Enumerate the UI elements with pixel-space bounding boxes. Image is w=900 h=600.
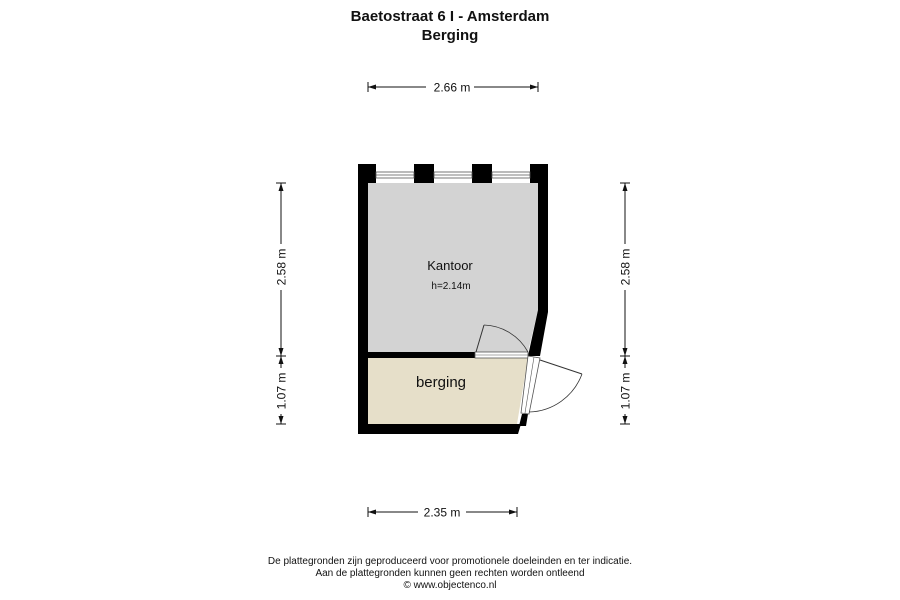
windows — [376, 172, 530, 178]
room-kantoor-name: Kantoor — [427, 258, 473, 273]
dimension-right — [617, 183, 633, 424]
room-berging — [368, 358, 528, 424]
dimension-top — [368, 79, 538, 95]
copyright-line: © www.objectenco.nl — [403, 580, 497, 591]
disclaimer-line-2: Aan de plattegronden kunnen geen rechten worden ontleend — [315, 568, 585, 579]
plan-title: Baetostraat 6 I - Amsterdam — [350, 8, 550, 25]
exterior-door — [521, 356, 582, 414]
dim-top-label: 2.66 m — [433, 80, 471, 95]
room-berging-name: berging — [415, 374, 467, 391]
room-kantoor-height: h=2.14m — [431, 281, 471, 292]
dim-left-lower-label: 1.07 m — [274, 372, 289, 410]
dim-left-upper-label: 2.58 m — [274, 248, 289, 286]
dim-bottom-label: 2.35 m — [423, 505, 461, 520]
dimension-bottom — [368, 504, 517, 520]
dim-right-lower-label: 1.07 m — [618, 372, 633, 410]
floor-name: Berging — [421, 27, 479, 44]
dimension-left — [273, 183, 289, 424]
disclaimer-line-1: De plattegronden zijn geproduceerd voor promotionele doeleinden en ter indicatie. — [267, 556, 633, 567]
dim-right-upper-label: 2.58 m — [618, 248, 633, 286]
